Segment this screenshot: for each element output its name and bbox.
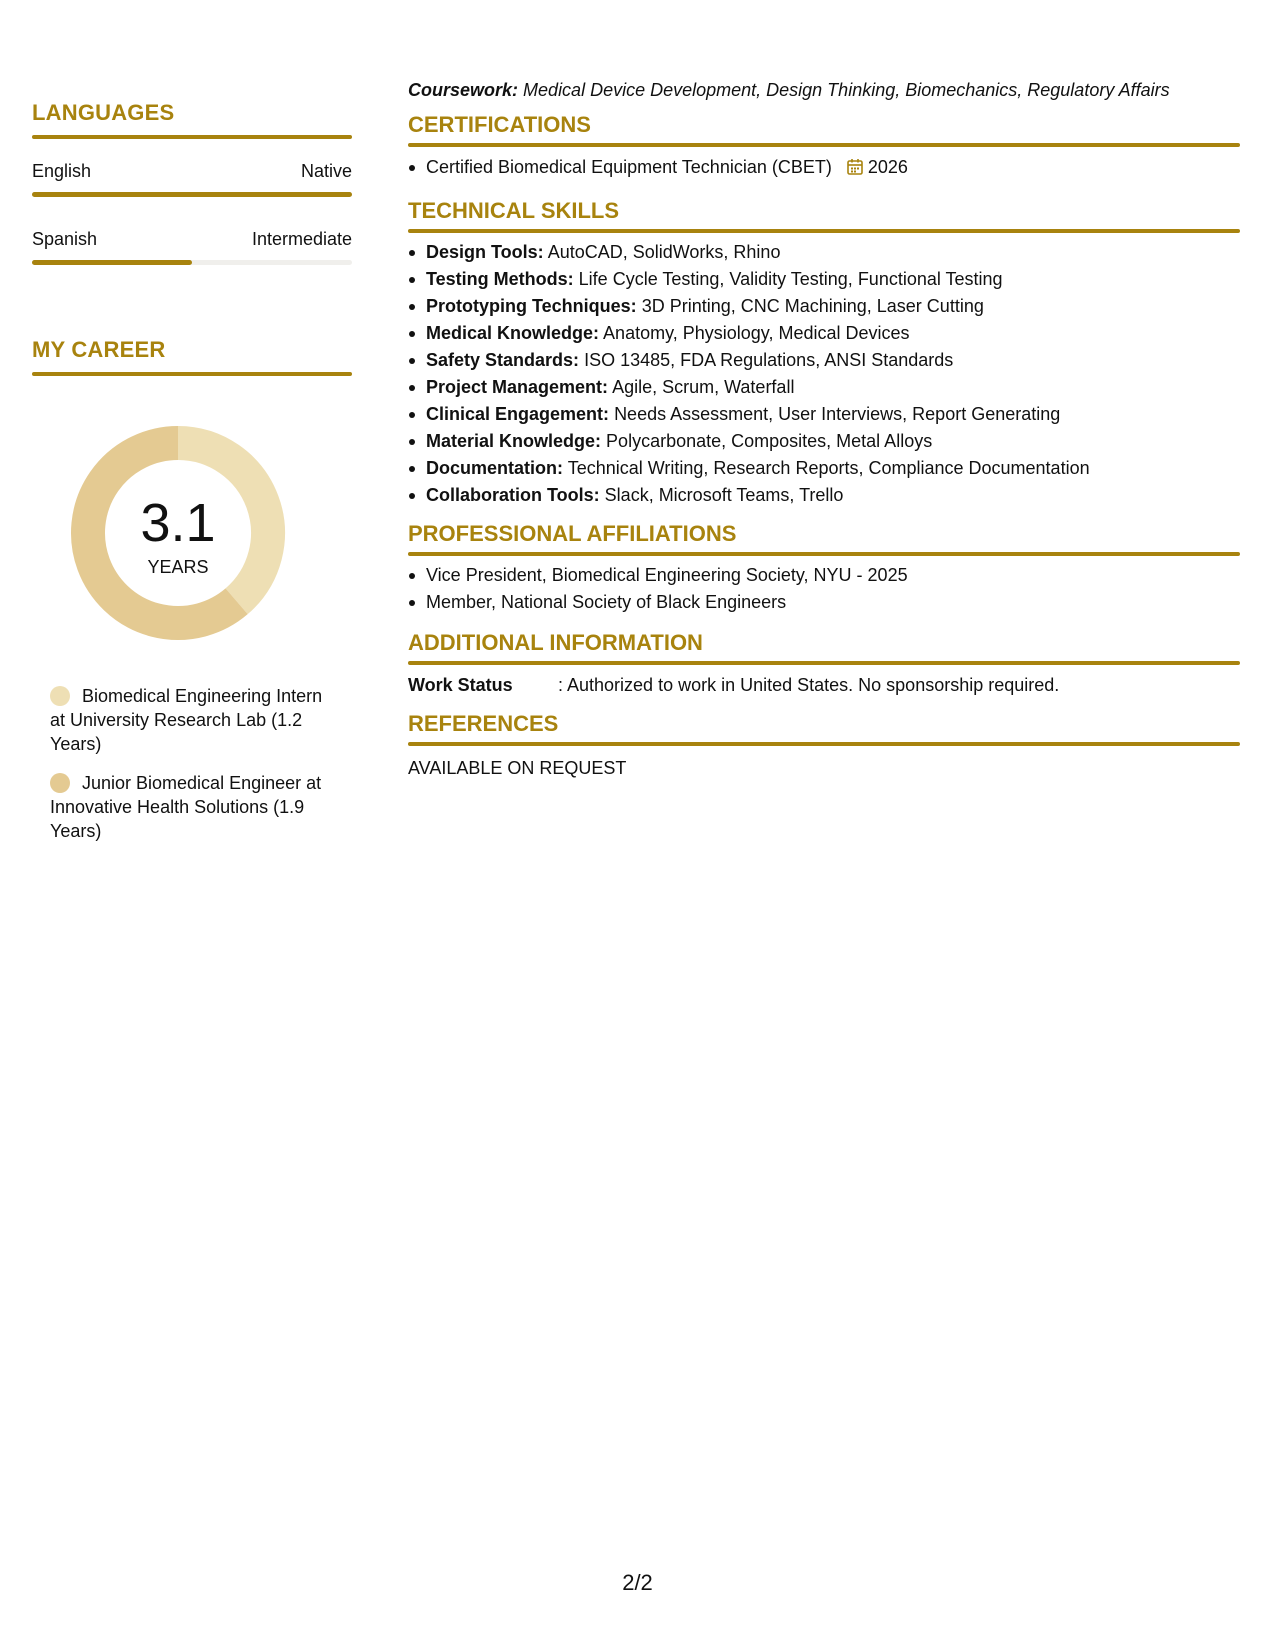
language-proficiency-fill [32,260,192,265]
skill-item [426,239,1240,266]
skill-value: Life Cycle Testing, Validity Testing, Functional Testing [578,269,1003,289]
language-item-spanish [32,229,352,265]
affiliations-rule [408,552,1240,556]
language-proficiency-bar [32,192,352,197]
skill-label: Testing Methods: [426,269,574,289]
languages-rule [32,135,352,139]
technical-skills-title: TECHNICAL SKILLS [408,198,620,223]
certification-item [426,154,1240,183]
left-column [32,100,352,376]
skill-label: Documentation: [426,458,563,478]
skill-item [426,347,1240,374]
career-total-unit: YEARS [147,557,209,577]
skill-item [426,428,1240,455]
work-status-row [408,673,1240,697]
certification-year: 2026 [867,157,908,177]
additional-info-title: ADDITIONAL INFORMATION [408,630,703,655]
coursework [408,78,1208,102]
calendar-icon [847,156,863,183]
skill-label: Clinical Engagement: [426,404,610,424]
legend-label: Junior Biomedical Engineer at Innovative Health Solutions (1.9 Years) [50,773,322,841]
career-rule [32,372,352,376]
career-title: MY CAREER [32,337,166,362]
skill-value: Anatomy, Physiology, Medical Devices [603,323,910,343]
affiliations-list [408,562,1240,616]
skill-item [426,401,1240,428]
legend-dot [50,686,70,706]
skill-label: Prototyping Techniques: [426,296,637,316]
certifications-title: CERTIFICATIONS [408,112,591,137]
skill-item [426,266,1240,293]
language-level: Intermediate [251,229,352,249]
work-status-value: : Authorized to work in United States. No sponsorship required. [558,675,1060,695]
language-name: English [32,161,92,181]
skill-value: Polycarbonate, Composites, Metal Alloys [606,431,933,451]
references-text: AVAILABLE ON REQUEST [408,758,627,778]
legend-dot [50,773,70,793]
skill-label: Safety Standards: [426,350,580,370]
page-number: 2/2 [622,1570,653,1595]
skill-label: Project Management: [426,377,609,397]
career-donut-chart [66,421,290,645]
technical-skills-rule [408,229,1240,233]
right-column [408,78,1240,780]
certifications-list [408,154,1240,183]
skill-label: Medical Knowledge: [426,323,600,343]
additional-info-rule [408,661,1240,665]
skill-label: Collaboration Tools: [426,485,600,505]
certification-name: Certified Biomedical Equipment Technician (CBET) [426,157,832,177]
references-title: REFERENCES [408,711,559,736]
legend-label: Biomedical Engineering Intern at University Research Lab (1.2 Years) [50,686,323,754]
language-item-english [32,161,352,197]
affiliation-item: Member, National Society of Black Engineers [426,589,1240,616]
work-status-label: Work Status [408,675,513,695]
skill-item [426,320,1240,347]
skill-item [426,455,1240,482]
language-name: Spanish [32,229,98,249]
affiliations-title: PROFESSIONAL AFFILIATIONS [408,521,737,546]
certifications-rule [408,143,1240,147]
coursework-label: Coursework: [408,80,519,100]
skill-value: ISO 13485, FDA Regulations, ANSI Standards [584,350,954,370]
skill-value: Agile, Scrum, Waterfall [612,377,795,397]
career-legend-item [50,771,340,843]
skill-value: AutoCAD, SolidWorks, Rhino [547,242,781,262]
coursework-text: Medical Device Development, Design Thinking, Biomechanics, Regulatory Affairs [523,80,1170,100]
language-proficiency-fill [32,192,352,197]
skill-label: Material Knowledge: [426,431,602,451]
skill-value: Needs Assessment, User Interviews, Report Generating [614,404,1061,424]
affiliation-item: Vice President, Biomedical Engineering Society, NYU - 2025 [426,562,1240,589]
language-level: Native [300,161,352,181]
references-rule [408,742,1240,746]
skill-item [426,293,1240,320]
skill-item [426,482,1240,509]
skill-item [426,374,1240,401]
skill-value: Technical Writing, Research Reports, Compliance Documentation [567,458,1090,478]
languages-title: LANGUAGES [32,100,175,125]
skill-label: Design Tools: [426,242,544,262]
career-total-years: 3.1 [140,493,216,553]
technical-skills-list [408,239,1240,509]
career-legend-item [50,684,340,756]
language-proficiency-bar [32,260,352,265]
skill-value: 3D Printing, CNC Machining, Laser Cutting [641,296,984,316]
skill-value: Slack, Microsoft Teams, Trello [604,485,844,505]
